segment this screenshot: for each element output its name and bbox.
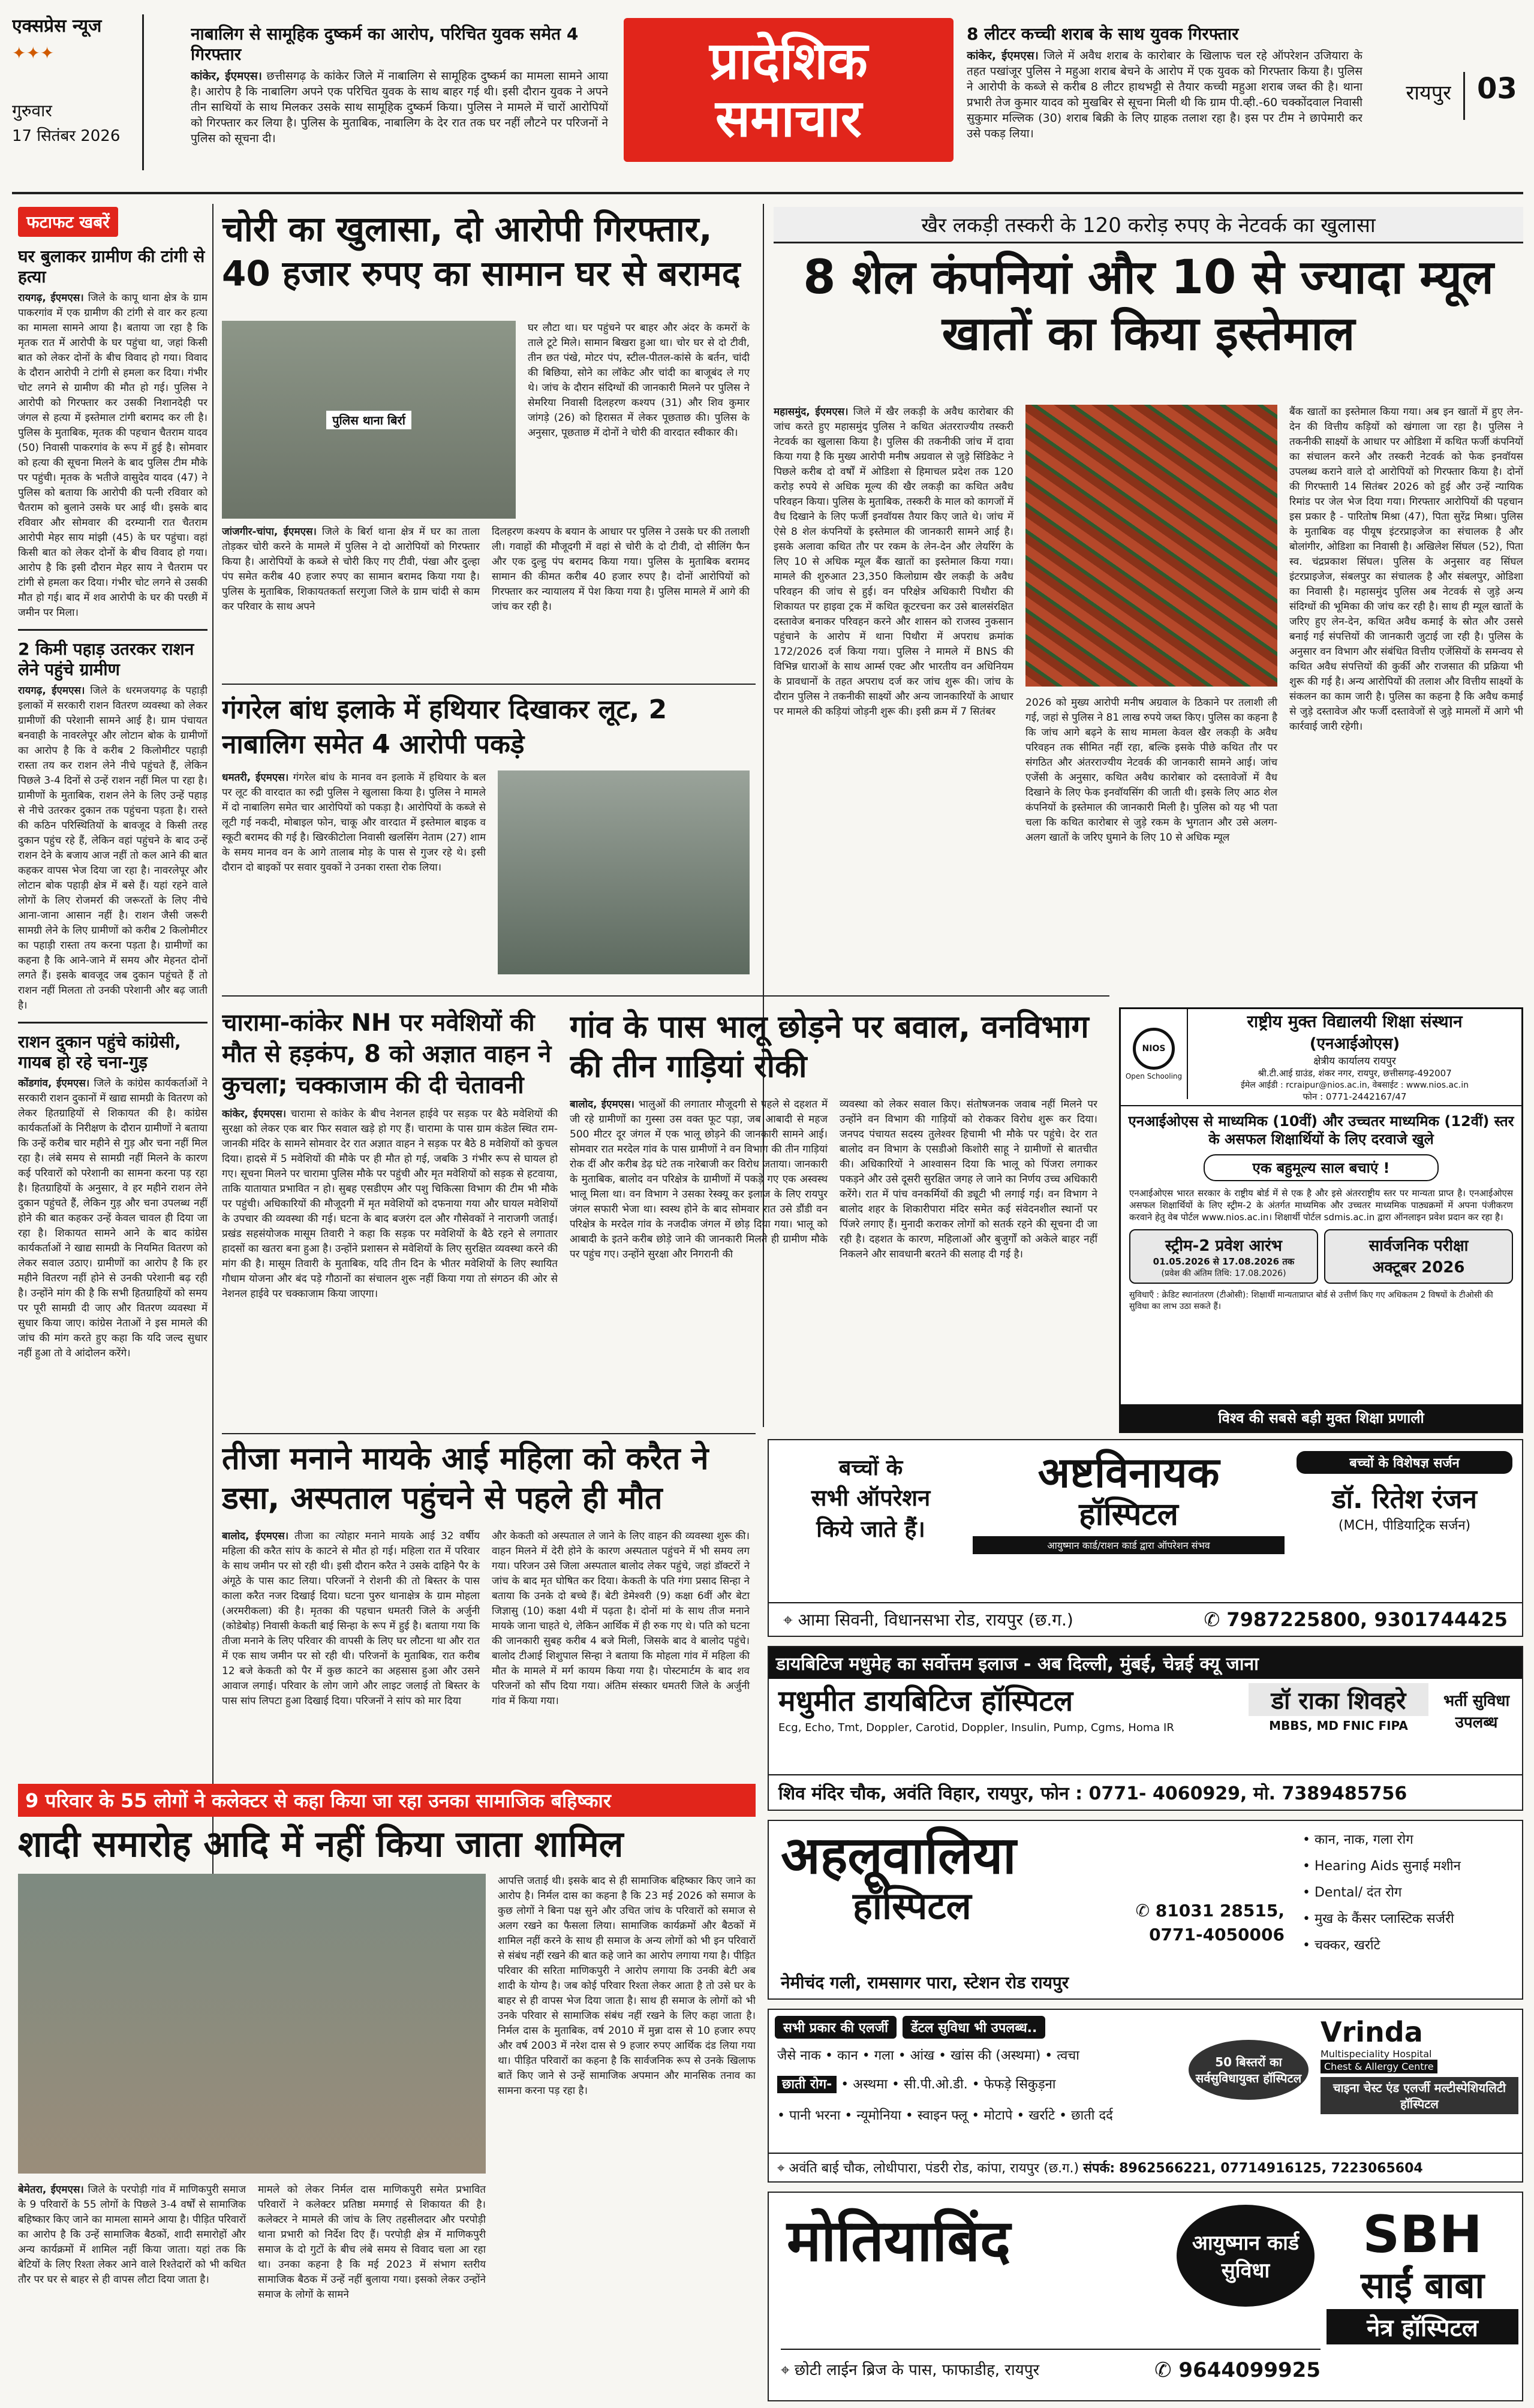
ad-saibaba <box>768 2192 1523 2401</box>
masthead-left-box <box>12 14 144 170</box>
sai-phone: 9644099925 <box>1178 2358 1321 2382</box>
section-rule <box>222 995 1109 997</box>
ahlu-sub: हॉस्पिटल <box>853 1884 971 1928</box>
vrinda-beds: 50 बिस्तरों का सर्वसुविधायुक्त हॉस्पिटल <box>1189 2040 1309 2100</box>
diab-bharti: भर्ती सुविधा उपलब्ध <box>1443 1692 1510 1732</box>
story-col: बैंक खातों का इस्तेमाल किया गया। अब इन खातों में हुए लेन-देन की वित्तीय कड़ियों को खंगाला जा रहा है। पुलिस ने तकनीकी साक्ष्यों के आधार पर ओडिशा में कथित फर्जी कंपनियों का संचालन करने और तस्करी नेटवर्क को फेक इनवॉयस उपलब्ध कराने वाले दो आरोपियों को गिरफ्तार किया है। दोनों की गिरफ्तारी 14 सितंबर 2026 को हुई और उन्हें न्यायिक रिमांड पर जेल भेज दिया गया। गिरफ्तार आरोपियों की पहचान इस प्रकार है - पारितोष मिश्रा (47), पिता सुरेंद्र मिश्रा। पुलिस के मुताबिक वह पीयूष इंटरप्राइजेज का संचालक है और बोलांगीर, ओडिशा का निवासी है। अखिलेश सिंघल (52), पिता स्व. चंद्रप्रकाश सिंघल। पुलिस के अनुसार वह सिंघल इंटरप्राइजेज, संबलपुर का संचालक है और संबलपुर, ओडिशा का निवासी है। महासमुंद पुलिस अब नेटवर्क से जुड़े अन्य संदिग्धों की भूमिका की जांच कर रही है। साथ ही म्यूल खातों के जरिए हुए लेन-देन, कथित अवैध कमाई के स्रोत और उससे बनाई गई संपत्तियों की जानकारी जुटाई जा रही है। पुलिस के अनुसार वन विभाग और संबंधित वित्तीय एजेंसियों के समन्वय से कथित अवैध संपत्तियों की कुर्की और राजसात की प्रक्रिया भी शुरू की गई है। अन्य आरोपियों की तलाश और वित्तीय साक्ष्यों के संकलन का काम जारी है। पुलिस का कहना है कि अवैध कमाई से जुड़े दस्तावेज और फर्जी दस्तावेजों से जुड़े मामलों में आगे भी कार्रवाई जारी रहेगी। <box>1289 406 1523 733</box>
phone-icon: ✆ <box>1204 1608 1220 1631</box>
nios-logo-text: NIOS <box>1133 1028 1175 1070</box>
dateline: धमतरी, ईएमएस। <box>222 772 289 784</box>
story-col: जिले के बिर्रा थाना क्षेत्र में घर का ताला तोड़कर चोरी करने के मामले में पुलिस ने दो आरोपियों को गिरफ्तार किया है। आरोपियों के कब्जे से चोरी किए गए टीवी, पंखा और दुल्हा पंप समेत करीब 40 हजार रुपए का सामान बरामद किया गया है। पुलिस के मुताबिक, शिकायतकर्ता सरगुजा जिले के ग्राम चांदी से काम कर परिवार के साथ अपने <box>222 526 480 613</box>
dateline: बेमेतरा, ईएमएस। <box>18 2184 84 2196</box>
nios-subhead: एक बहुमूल्य साल बचाएं ! <box>1204 1154 1439 1181</box>
ashta-left-2: सभी ऑपरेशन <box>811 1485 931 1511</box>
ashta-doctor: डॉ. रितेश रंजन <box>1332 1484 1477 1515</box>
story-wood <box>774 207 1523 986</box>
story-col: व्यवस्था को लेकर सवाल किए। संतोषजनक जवाब नहीं मिलने पर उन्होंने वन विभाग की गाड़ियों को रोककर विरोध शुरू कर दिया। जनपद पंचायत सदस्य तुलेश्वर हिचामी भी मौके पर पहुंचे। देर रात बालोद वन विभाग के एसडीओ किशोरी साहू ने ग्रामीणों से बातचीत की। अधिकारियों ने आश्वासन दिया कि भालू को पिंजरा लगाकर पकड़ने और उसे दूसरी सुरक्षित जगह ले जाने का निर्णय उच्च अधिकारी करेंगे। रात में पांच वनकर्मियों की ड्यूटी भी लगाई गई। वन विभाग ने बालोद शहर के शिकारीपारा मंदिर समेत कई संवेदनशील स्थानों पर पिंजरे लगाए हैं। मुनादी कराकर लोगों को सतर्क रहने की सूचना दी जा रही है। दहशत के कारण, महिलाओं और बुजुर्गों को अकेले बाहर नहीं निकलने और सावधानी बरतने की सलाह दी गई है। <box>840 1098 1097 1260</box>
vrinda-label2: छाती रोग- <box>777 2076 837 2093</box>
story-nh <box>222 1007 558 1427</box>
dateline: रायगढ़, ईएमएस। <box>18 685 85 697</box>
section-rule <box>222 1433 756 1434</box>
nios-exam-title: सार्वजनिक परीक्षा <box>1368 1237 1469 1255</box>
story-photo <box>1025 405 1277 687</box>
vrinda-line2: • अस्थमा • सी.पी.ओ.डी. • फेफड़े सिकुड़ना <box>841 2077 1056 2092</box>
story-headline: नाबालिग से सामूहिक दुष्कर्म का आरोप, परिचित युवक समेत 4 गिरफ्तार <box>191 24 579 64</box>
phone-icon: ✆ <box>1154 2358 1172 2382</box>
story-headline: चोरी का खुलासा, दो आरोपी गिरफ्तार, 40 हजार रुपए का सामान घर से बरामद <box>222 209 741 294</box>
sidebar-briefs <box>18 207 207 2015</box>
nios-address: श्री.टी.आई ग्राउंड, शंकर नगर, रायपुर, छत्तीसगढ़-492007 <box>1258 1068 1452 1079</box>
vrinda-contact-label: संपर्क: <box>1083 2161 1115 2176</box>
nios-logo-sub: Open Schooling <box>1125 1072 1183 1080</box>
nios-email: ईमेल आईडी : rcraipur@nios.ac.in, वेबसाईट : www.nios.ac.in <box>1241 1080 1469 1090</box>
section-title-2: समाचार <box>715 89 862 149</box>
ashta-left-3: किये जाते हैं। <box>816 1516 925 1542</box>
location-icon: ⌖ <box>781 2361 790 2379</box>
dateline: जांजगीर-चांपा, ईएमएस। <box>222 526 317 538</box>
story-body: जिले में अवैध शराब के कारोबार के खिलाफ चल रहे ऑपरेशन उजियारा के तहत पखांजूर पुलिस ने महुआ शराब बेचने के आरोप में एक युवक को गिरफ्तार किया है। पुलिस ने आरोपी के कब्जे से करीब 8 लीटर हाथभट्टी से तैयार कच्ची महुआ शराब जब्त की है। थाना प्रभारी तेज कुमार यादव को मुखबिर से सूचना मिली थी कि ग्राम पी.व्ही.-60 चक्कोंदवाल निवासी सुकुमार मल्लिक (30) शराब बिक्री के लिए ग्राहक तलाश रहा है। इस पर टीम ने छापेमारी कर उसे पकड़ लिया। <box>967 49 1362 140</box>
issue-day: गुरुवार <box>12 101 52 121</box>
location-icon: ⌖ <box>783 1610 793 1630</box>
dateline: कांकेर, ईएमएस। <box>191 70 262 83</box>
ad-ashtavinayak <box>768 1439 1523 1637</box>
story-col: जिले में खैर लकड़ी के अवैध कारोबार की जांच करते हुए महासमुंद पुलिस ने कथित अंतरराज्यीय तस्करी नेटवर्क का खुलासा किया है। पुलिस की तकनीकी जांच में दावा किया गया है कि मुख्य आरोपी मनीष अग्रवाल से जुड़े सिंडिकेट ने पिछले करीब दो वर्षों में ओडिशा से हिमाचल प्रदेश तक 120 करोड़ रुपये से अधिक मूल्य की खैर लकड़ी का कथित अवैध परिवहन किया। पुलिस के मुताबिक, तस्करी के माल को कागजों में वैध दिखाने के लिए फर्जी इनवॉयस तैयार किए जाते थे। जांच में ऐसे 8 शेल कंपनियों के इस्तेमाल की जानकारी सामने आई है। इसके अलावा कथित तौर पर रकम के लेन-देन और लेयरिंग के लिए 10 से अधिक म्यूल बैंक खातों का इस्तेमाल किया गया। मामले की शुरुआत 23,350 किलोग्राम खैर लकड़ी के अवैध परिवहन की जांच से हुई। वन परिक्षेत्र अधिकारी पिथौरा की शिकायत पर हाइवा ट्रक में कथित कूटरचना कर उसे बालसंरक्षित दस्तावेज बनाकर परिवहन करने और शासन को राजस्व नुकसान पहुंचाने के आरोप में थाना पिथौरा में अपराध क्रमांक 172/2026 दर्ज किया गया। पुलिस ने मामले में BNS की विभिन्न धाराओं के साथ आर्म्स एक्ट और भारतीय वन अधिनियम के प्रावधानों के तहत अपराध दर्ज कर जांच शुरू की। जांच के दौरान पुलिस ने तकनीकी साक्ष्यों और अन्य जानकारियों के आधार पर मामले की कड़ियां जोड़नी शुरू की। इसी क्रम में 7 सितंबर <box>774 406 1013 718</box>
story-photo <box>498 770 750 974</box>
story-headline: तीजा मनाने मायके आई महिला को करैत ने डसा, अस्पताल पहुंचने से पहले ही मौत <box>222 1441 709 1516</box>
vrinda-name-sub2: Chest & Allergy Centre <box>1321 2060 1437 2073</box>
sai-right-name: साईं बाबा <box>1360 2265 1485 2307</box>
story-social <box>18 1784 756 2401</box>
story-body: चारामा से कांकेर के बीच नेशनल हाईवे पर सड़क पर बैठे मवेशियों की सुरक्षा को लेकर एक बार फिर सवाल खड़े हो गए हैं। चारामा के पास ग्राम कंडेल स्थित राम-जानकी मंदिर के सामने सोमवार देर रात अज्ञात वाहन ने सड़क पर बैठे 8 मवेशियों को कुचल दिया। हादसे में 5 मवेशियों की मौके पर ही मौत हो गई, जबकि 3 गंभीर रूप से घायल हो गए। सूचना मिलने पर चारामा पुलिस मौके पर पहुंची और मृत मवेशियों को सड़क से हटवाया, ताकि यातायात प्रभावित न हो। सुबह एसडीएम और पशु चिकित्सा विभाग की टीम भी मौके पर पहुंची। अधिकारियों की मौजूदगी में मृत मवेशियों को दफनाया गया और घायल मवेशियों के उपचार की व्यवस्था की गई। घटना के बाद बजरंग दल और गौसेवकों ने नाराजगी जताई। प्रखंड सहसंयोजक मासूम तिवारी ने कहा कि सड़क पर मवेशियों के बैठे रहने से लगातार हादसों का खतरा बना हुआ है। उन्होंने प्रशासन से मवेशियों के लिए सुरक्षित व्यवस्था करने की मांग की है। मासूम तिवारी के मुताबिक, यदि तीन दिन के भीतर मवेशियों के लिए स्थायित गौधाम योजना और बंद पड़े गौठानों का संचालन शुरू नहीं किया गया तो संगठन की ओर से नेशनल हाईवे पर चक्काजाम किया जाएगा। <box>222 1108 558 1300</box>
story-headline: 8 लीटर कच्ची शराब के साथ युवक गिरफ्तार <box>967 24 1239 44</box>
story-col: 2026 को मुख्य आरोपी मनीष अग्रवाल के ठिकाने पर तलाशी ली गई, जहां से पुलिस ने 81 लाख रुपये जब्त किए। पुलिस का कहना है कि जांच आगे बढ़ने के साथ मामला केवल खैर लकड़ी के अवैध परिवहन तक सीमित नहीं रहा, बल्कि इसके पीछे कथित तौर पर संगठित और अंतरराज्यीय नेटवर्क की जानकारी सामने आई। जांच एजेंसी के अनुसार, कथित अवैध कारोबार को दस्तावेजों में वैध दिखाने के लिए फेक इनवॉयसिंग की जाती थी। इसके लिए आठ शेल कंपनियों के इस्तेमाल की जानकारी मिली है। पुलिस को यह भी पता चला कि कथित कारोबार से जुड़े रकम के भुगतान और उसे अलग-अलग खातों के जरिए घुमाने के लिए 10 से अधिक म्यूल <box>1025 697 1277 844</box>
dateline: बालोद, ईएमएस। <box>222 1530 289 1542</box>
ashta-name: अष्टविनायक <box>1037 1448 1220 1497</box>
nios-org: राष्ट्रीय मुक्त विद्यालयी शिक्षा संस्थान <box>1247 1012 1463 1031</box>
brief-divider <box>18 629 207 631</box>
ashta-left-1: बच्चों के <box>838 1456 903 1480</box>
story-headline: शादी समारोह आदि में नहीं किया जाता शामिल <box>18 1823 624 1865</box>
nios-phone: फोन : 0771-2442167/47 <box>1303 1091 1407 1102</box>
diab-tests: Ecg, Echo, Tmt, Doppler, Carotid, Doppler, Insulin, Pump, Cgms, Homa IR <box>778 1721 1174 1734</box>
vrinda-line3: • पानी भरना • न्यूमोनिया • स्वाइन फ्लू • मोटापे • खर्राटे • छाती दर्द <box>777 2108 1113 2123</box>
brief-divider <box>18 1022 207 1024</box>
story-gang <box>222 693 756 992</box>
story-headline: गांव के पास भालू छोड़ने पर बवाल, वनविभाग की तीन गाड़ियां रोकी <box>570 1009 1089 1085</box>
story-bear <box>570 1007 1097 1427</box>
masthead-rule <box>12 192 1523 194</box>
story-body: छत्तीसगढ़ के कांकेर जिले में नाबालिग से सामूहिक दुष्कर्म का मामला सामने आया है। आरोप है कि नाबालिग अपने एक परिचित युवक के साथ बाहर गई थी। इसी दौरान युवक ने अपने तीन साथियों के साथ मिलकर उसके साथ सामूहिक दुष्कर्म किया। पुलिस ने मामले में चारों आरोपियों को गिरफ्तार कर लिया है। पुलिस के मुताबिक, नाबालिग के देर रात तक घर नहीं लौटने पर परिजनों ने पुलिस को सूचना दी। <box>191 70 608 145</box>
ahlu-service: चक्कर, खर्राटे <box>1314 1938 1380 1953</box>
section-title-1: प्रादेशिक <box>709 31 868 91</box>
ahlu-service: कान, नाक, गला रोग <box>1314 1832 1413 1847</box>
ahlu-service: मुख के कैंसर प्लास्टिक सर्जरी <box>1314 1912 1454 1927</box>
diab-doctor: डॉ राका शिवहरे <box>1249 1683 1428 1716</box>
story-col: और केकती को अस्पताल ले जाने के लिए वाहन की व्यवस्था शुरू की। वाहन मिलने में देरी होने के कारण अस्पताल पहुंचने में भी समय लग गया। परिजन उसे जिला अस्पताल बालोद लेकर पहुंचे, जहां डॉक्टरों ने जांच के बाद मृत घोषित कर दिया। केकती के पति गंगा प्रसाद सिन्हा ने बताया कि उनके दो बच्चे हैं। बेटी डेमेश्वरी (9) कक्षा 6वीं और बेटा जिज्ञासु (10) कक्षा 4थी में पढ़ता है। दोनों मां के साथ तीज मनाने मायके जाना चाहते थे, लेकिन आर्थिक में ही रुक गए थे। पति को घटना की जानकारी सुबह करीब 4 बजे मिली, जिसके बाद वे बालोद पहुंचे। बालोद टीआई शिशुपाल सिन्हा ने बताया कि मोहला गांव में महिला की मौत के मामले में मर्ग कायम किया गया है। पोस्टमार्टम के बाद शव परिजनों को सौंप दिया गया। अंतिम संस्कार धमतरी जिले के अर्जुनी गांव में किया गया। <box>492 1530 750 1707</box>
dateline: बालोद, ईएमएस। <box>570 1098 634 1110</box>
sidebar-banner: फटाफट खबरें <box>18 207 118 237</box>
story-col: मामले को लेकर निर्मल दास माणिकपुरी समेत प्रभावित परिवारों ने कलेक्टर प्रतिष्ठा ममगाई से शिकायत की है। कलेक्टर ने मामले की जांच के लिए तहसीलदार और परपोड़ी थाना प्रभारी को निर्देश दिए हैं। परपोड़ी क्षेत्र में माणिकपुरी समाज के दो गुटों के बीच लंबे समय से विवाद चला आ रहा था। उनका कहना है कि मई 2023 में संभाग स्तरीय सामाजिक बैठक में उन्हें नहीं बुलाया गया। इसको लेकर उन्होंने समाज के लोगों के सामने <box>258 2184 486 2301</box>
vrinda-contact: 8962566221, 07714916125, 7223065604 <box>1119 2161 1423 2176</box>
ahlu-phone2: 0771-4050006 <box>1149 1925 1285 1945</box>
phone-icon: ✆ <box>1135 1901 1150 1921</box>
story-photo <box>18 1874 486 2174</box>
dateline: कांकेर, ईएमएस। <box>222 1108 287 1120</box>
story-photo <box>222 321 516 519</box>
sai-badge: आयुष्मान कार्ड सुविधा <box>1177 2205 1315 2307</box>
story-kicker: 9 परिवार के 55 लोगों ने कलेक्टर से कहा किया जा रहा उनका सामाजिक बहिष्कार <box>18 1784 756 1817</box>
masthead-left-story <box>191 24 608 180</box>
photo-sign-text: पुलिस थाना बिर्रा <box>326 411 411 429</box>
dateline: रायगढ़, ईएमएस। <box>18 292 84 304</box>
brief-headline: घर बुलाकर ग्रामीण की टांगी से हत्या <box>18 246 205 287</box>
nios-headline: एनआईओएस से माध्यमिक (10वीं) और उच्चतर माध्यमिक (12वीं) स्तर के असफल शिक्षार्थियों के लिए दरवाजे खुले <box>1128 1113 1514 1148</box>
ashta-doctor-deg: (MCH, पीडियाट्रिक सर्जन) <box>1338 1518 1471 1533</box>
sai-logo: SBH <box>1362 2205 1482 2265</box>
vrinda-address: अवंति बाई चौक, लोधीपारा, पंडरी रोड, कांपा, रायपुर (छ.ग.) <box>789 2161 1079 2176</box>
story-col: जिले के परपोड़ी गांव में माणिकपुरी समाज के 9 परिवारों के 55 लोगों के पिछले 3-4 वर्षों से सामाजिक बहिष्कार किए जाने का मामला सामने आया है। पीड़ित परिवारों का आरोप है कि उन्हें सामाजिक बैठकों, शादी समारोहों और अन्य कार्यक्रमों में शामिल नहीं किया जाता। यहां तक कि बेटियों के लिए रिश्ता लेकर आने वाले रिश्तेदारों को भी कथित तौर पर घर से बाहर से ही वापस लौटा दिया जाता है। <box>18 2184 246 2286</box>
nios-office: क्षेत्रीय कार्यालय रायपुर <box>1313 1055 1396 1067</box>
nios-tagline: विश्व की सबसे बड़ी मुक्त शिक्षा प्रणाली <box>1121 1404 1521 1431</box>
nios-exam-date: अक्टूबर 2026 <box>1372 1259 1465 1277</box>
diab-deg: MBBS, MD FNIC FIPA <box>1269 1718 1408 1733</box>
ashta-right-tag: बच्चों के विशेषज्ञ सर्जन <box>1297 1451 1512 1474</box>
city-name: रायपुर <box>1406 81 1451 105</box>
sai-address: छोटी लाईन ब्रिज के पास, फाफाडीह, रायपुर <box>794 2361 1040 2379</box>
section-rule <box>222 684 756 685</box>
story-headline: गंगरेल बांध इलाके में हथियार दिखाकर लूट, 2 नाबालिग समेत 4 आरोपी पकड़े <box>222 694 667 760</box>
section-banner <box>624 18 954 162</box>
ashta-sub: हॉस्पिटल <box>1079 1497 1178 1533</box>
vrinda-name: Vrinda <box>1321 2016 1423 2048</box>
story-col: भालुओं की लगातार मौजूदगी से पहले से दहशत में जी रहे ग्रामीणों का गुस्सा उस वक्त फूट पड़ा, जब आबादी से महज 500 मीटर दूर जंगल में एक भालू छोड़ने की जानकारी सामने आई। सोमवार रात मरदेल गांव के पास ग्रामीणों ने वन विभाग की तीन गाड़ियां रोक दीं और करीब डेढ़ घंटे तक नारेबाजी कर विरोध जताया। जानकारी के मुताबिक, बालोद वन परिक्षेत्र के ग्रामीणों में पकड़े गए एक अस्वस्थ भालू मिला था। वन विभाग ने उसका रेस्क्यू कर इलाज के लिए रायपुर जंगल सफारी भेजा था। स्वस्थ होने के बाद सोमवार रात उसे डौंडी वन परिक्षेत्र के मरदेल गांव के नजदीक जंगल में छोड़ दिया गया। भालू को आबादी के इतने करीब छोड़े जाने की जानकारी मिलते ही ग्रामीण मौके पर पहुंच गए। उन्होंने सुरक्षा और निगरानी की <box>570 1098 828 1260</box>
vrinda-line1: जैसे नाक • कान • गला • आंख • खांस की (अस्थमा) • त्वचा <box>777 2048 1079 2063</box>
diab-top: डायबिटिज मधुमेह का सर्वोत्तम इलाज - अब दिल्ली, मुंबई, चेन्नई क्यू जाना <box>769 1647 1522 1679</box>
brief-headline: 2 किमी पहाड़ उतरकर राशन लेने पहुंचे ग्रामीण <box>18 639 194 679</box>
ahlu-service: Hearing Aids सुनाई मशीन <box>1314 1859 1461 1874</box>
sidebar-rule <box>212 204 213 2015</box>
brand-name: एक्सप्रेस न्यूज <box>12 16 102 37</box>
diab-name: मधुमीत डायबिटिज हॉस्पिटल <box>778 1684 1073 1718</box>
nios-facility: सुविधाएँ : क्रेडिट स्थानांतरण (टीओसी): शिक्षार्थी मान्यताप्राप्त बोर्ड से उत्तीर्ण किए गए अधिकतम 2 विषयों के टीओसी की सुविधा का लाभ उठा सकते हैं। <box>1129 1290 1493 1311</box>
vrinda-tag2: डेंटल सुविधा भी उपलब्ध.. <box>903 2016 1046 2039</box>
brief-body: जिले के धरमजयगढ़ के पहाड़ी इलाकों में सरकारी राशन वितरण व्यवस्था को लेकर ग्रामीणों की परेशानी सामने आई है। ग्राम पंचायत बनवाही के नावरलेपूर और लोटान बोक के ग्रामीणों का आरोप है कि वे करीब 2 किलोमीटर पहाड़ी रास्ता तय कर राशन लेने नीचे पहुंचते हैं, लेकिन पिछले 3-4 दिनों से उन्हें राशन नहीं मिल पा रहा है। ग्रामीणों के मुताबिक, राशन लेने के लिए उन्हें पहाड़ से नीचे उतरकर दुकान तक पहुंचना पड़ता है। रास्ते की कठिन परिस्थितियों के बावजूद वे किसी तरह दुकान पहुंच रहे हैं, लेकिन वहां पहुंचने के बाद उन्हें राशन देने के बजाय आज नहीं तो कल आने की बात कहकर वापस भेज दिया जा रहा है। नावरलेपूर और लोटान बोक पहाड़ी क्षेत्र में बसे हैं। यहां रहने वाले लोगों के लिए रोजमर्रा की जरूरतों के लिए नीचे आना-जाना आसान नहीं है। राशन जैसी जरूरी सामग्री लेने के लिए ग्रामीणों को करीब 2 किलोमीटर का पहाड़ी रास्ता तय करना पड़ता है। ग्रामीणों का कहना है कि आने-जाने में समय और मेहनत दोनों लगते हैं। इसके बावजूद जब दुकान पहुंचते हैं तो राशन नहीं मिलता तो उनकी परेशानी और बढ़ जाती है। <box>18 685 207 1012</box>
nios-org-en: (एनआईओएस) <box>1309 1035 1400 1053</box>
story-teej <box>222 1439 756 1775</box>
brief-headline: राशन दुकान पहुंचे कांग्रेसी, गायब हो रहे चना-गुड़ <box>18 1032 181 1072</box>
ashta-band: आयुष्मान कार्ड/राशन कार्ड द्वारा ऑपरेशन संभव <box>973 1536 1285 1554</box>
story-col: तीजा का त्योहार मनाने मायके आई 32 वर्षीय महिला की करैत सांप के काटने से मौत हो गई। महिला रात में परिवार के साथ जमीन पर सो रही थी। इसी दौरान करैत ने उसके दाहिने पैर के अंगूठे के पास काट लिया। परिजनों ने रोशनी की तो बिस्तर के पास काला करैत नजर दिखाई दिया। घटना पुरुर थानाक्षेत्र के ग्राम मोहला (अरमरीकला) की है। मृतका की पहचान धमतरी जिले के अर्जुनी (कोडेबोड़) निवासी केकती बाई सिन्हा के रूप में हुई है। बताया गया कि तीजा मनाने के लिए परिवार की वापसी के लिए घर लौटना था और रात में एक साथ जमीन पर सो रही थी। परिजनों के मुताबिक, रात करीब 12 बजे केकती को पैर में कुछ काटने का अहसास हुआ और उसने आवाज लगाई। परिवार के लोग जागे और लाइट जलाई तो बिस्तर के पास सांप लिपटा हुआ दिखाई दिया। परिजनों ने सांप को मार दिया <box>222 1530 480 1707</box>
ahlu-name: अहलूवालिया <box>781 1826 1016 1886</box>
location-icon: ⌖ <box>777 2161 785 2176</box>
story-col: आपत्ति जताई थी। इसके बाद से ही सामाजिक बहिष्कार किए जाने का आरोप है। निर्मल दास का कहना है कि 23 मई 2026 को समाज के कुछ लोगों ने बिना पक्ष सुने और उचित जांच के परिवारों को समाज से अलग रखने का फैसला लिया। सामाजिक कार्यक्रमों और बैठकों में शामिल नहीं करने के साथ ही समाज के अन्य लोगों को भी इन परिवारों से संबंध नहीं रखने की बात कहे जाने का आरोप लगाया गया है। पीड़ित परिवार की सरिता माणिकपुरी ने आरोप लगाया कि उनकी बेटी अब शादी के योग्य है। जब कोई परिवार रिश्ता लेकर आता है तो उसे घर के बाहर से ही वापस भेज दिया जाता है। साथ ही समाज के लोगों को भी उनके परिवार से सामाजिक संबंध नहीं रखने के लिए कहा जाता है। निर्मल दास के मुताबिक, वर्ष 2010 में मुन्ना दास से 10 हजार रुपए और वर्ष 2003 में नरेश दास से 9 हजार रुपए आर्थिक दंड लिया गया था। पीड़ित परिवारों का कहना है कि सार्वजनिक रूप से उनके खिलाफ बातें किए जाने से उन्हें सामाजिक अपमान और मानसिक तनाव का सामना करना पड़ रहा है। <box>498 1875 756 2097</box>
dateline: कोंडगांव, ईएमएस। <box>18 1077 90 1089</box>
story-col: घर लौटा था। घर पहुंचने पर बाहर और अंदर के कमरों के ताले टूटे मिले। सामान बिखरा हुआ था। चोर घर से दो टीवी, तीन छत पंखे, मोटर पंप, स्टील-पीतल-कांसे के बर्तन, चांदी की बिछिया, सोने का लॉकेट और चांदी का बाजूबंद ले गए थे। जांच के दौरान संदिग्धों की जानकारी मिलने पर पुलिस ने सेमरिया निवासी दिलहरण कश्यप (31) और शिव कुमार जांगड़े (26) को हिरासत में लेकर पूछताछ की। पुलिस के अनुसार, पूछताछ में दोनों ने चोरी की वारदात स्वीकार की। <box>528 322 750 439</box>
brief-body: जिले के कांग्रेस कार्यकर्ताओं ने सरकारी राशन दुकानों में खाद्य सामग्री के वितरण को लेकर हितग्राहियों से शिकायत की है। कांग्रेस कार्यकर्ताओं के निरीक्षण के दौरान ग्रामीणों ने बताया कि उन्हें करीब चार महीने से गुड़ और चना नहीं मिल रहा है। लंबे समय से सामग्री नहीं मिलने के कारण कई परिवारों को परेशानी का सामना करना पड़ रहा है। हितग्राहियों के अनुसार, वे हर महीने राशन लेने दुकान पहुंचते हैं, लेकिन गुड़ और चना उपलब्ध नहीं होने की बात कहकर उन्हें केवल चावल ही दिया जा रहा है। शिकायत सामने आने के बाद कांग्रेस कार्यकर्ताओं ने खाद्य सामग्री के नियमित वितरण को लेकर सवाल उठाए। ग्रामीणों का आरोप है कि हर महीने वितरण नहीं होने से उनकी परेशानी बढ़ रही है। उन्होंने मांग की है कि सभी हितग्राहियों को समय पर पूरी सामग्री दी जाए और वितरण व्यवस्था में सुधार किया जाए। कांग्रेस नेताओं ने इस मामले की जांच की मांग करते हुए कहा कि यदि जल्द सुधार नहीं हुआ तो वे आंदोलन करेंगे। <box>18 1077 207 1359</box>
nios-stream-dates: 01.05.2026 से 17.08.2026 तक <box>1153 1256 1295 1267</box>
brand-mark-icon: ✦✦✦ <box>12 43 55 63</box>
sai-name: मोतियाबिंद <box>787 2207 1011 2274</box>
story-col: दिलहरण कश्यप के बयान के आधार पर पुलिस ने उसके घर की तलाशी ली। गवाहों की मौजूदगी में वहां से चोरी के दो टीवी, दो सीलिंग फैन और एक दुल्हु पंप बरामद किया गया। पुलिस के मुताबिक बरामद सामान की कीमत करीब 40 हजार रुपए है। दोनों आरोपियों को गिरफ्तार कर न्यायालय में पेश किया गया है। पुलिस मामले में आगे की जांच कर रही है। <box>492 526 750 613</box>
nios-text: एनआईओएस भारत सरकार के राष्ट्रीय बोर्ड में से एक है और इसे अंतरराष्ट्रीय स्तर पर मान्यता प्राप्त है। एनआईओएस असफल शिक्षार्थियों के लिए स्ट्रीम-2 के अंतर्गत माध्यमिक और उच्चतर माध्यमिक पाठ्यक्रमों में अपना पंजीकरण करवाने हेतु वेब पोर्टल www.nios.ac.in। शिक्षार्थी पोर्टल sdmis.ac.in द्वारा ऑनलाइन प्रवेश प्रदान कर रहा है। <box>1129 1188 1513 1223</box>
nios-stream-late: (प्रवेश की अंतिम तिथि: 17.08.2026) <box>1161 1269 1286 1278</box>
ahlu-phone1: 81031 28515, <box>1155 1901 1285 1921</box>
story-headline: 8 शेल कंपनियां और 10 से ज्यादा म्यूल खातों का किया इस्तेमाल <box>803 251 1494 361</box>
story-body: गंगरेल बांध के मानव वन इलाके में हथियार के बल पर लूट की वारदात का रुद्री पुलिस ने खुलासा किया है। पुलिस ने मामले में दो नाबालिग समेत चार आरोपियों को पकड़ा है। आरोपियों के कब्जे से लूटी गई नकदी, मोबाइल फोन, चाकू और वारदात में इस्तेमाल बाइक व स्कूटी बरामद की गई है। खिरकीटोला निवासी खलसिंग नेताम (27) शाम के समय मानव वन के आगे तालाब मोड़ के पास से गुजर रहे थे। इसी दौरान दो बाइकों पर सवार युवकों ने उनका रास्ता रोक लिया। <box>222 772 486 874</box>
issue-date: 17 सितंबर 2026 <box>12 127 121 145</box>
ad-diabetic <box>768 1646 1523 1811</box>
ad-nios <box>1119 1007 1523 1433</box>
nios-logo <box>1121 1009 1188 1099</box>
ahlu-address: नेमीचंद गली, रामसागर पारा, स्टेशन रोड रायपुर <box>781 1973 1069 1992</box>
story-headline: चारामा-कांकेर NH पर मवेशियों की मौत से हड़कंप, 8 को अज्ञात वाहन ने कुचला; चक्काजाम की दी चेतावनी <box>222 1009 552 1099</box>
ashta-address: आमा सिवनी, विधानसभा रोड, रायपुर (छ.ग.) <box>798 1610 1073 1630</box>
masthead-right-story <box>967 24 1362 180</box>
story-kicker: खैर लकड़ी तस्करी के 120 करोड़ रुपए के नेटवर्क का खुलासा <box>774 207 1523 243</box>
page-number: 03 <box>1463 72 1523 120</box>
diab-address: शिव मंदिर चौक, अवंति विहार, रायपुर, फोन : 0771- 4060929, मो. 7389485756 <box>769 1774 1522 1810</box>
ad-ahluwalia: अहलूवालिया हॉस्पिटल ✆ 81031 28515, 0771-4050006 • कान, नाक, गला रोग • Hearing Aids सुनाई मशीन • Dental/ दंत रोग • मुख के कैंसर प्लास्टिक सर्जरी • चक्कर, खर्राटे नेमीचंद गली, रामसागर पारा, स्टेशन रोड रायपुर <box>768 1820 1523 2000</box>
dateline: महासमुंद, ईएमएस। <box>774 406 849 418</box>
nios-stream-box <box>1129 1229 1318 1284</box>
ahlu-service: Dental/ दंत रोग <box>1314 1885 1402 1900</box>
masthead <box>0 0 1534 192</box>
vrinda-tag1: सभी प्रकार की एलर्जी <box>775 2016 897 2039</box>
ashta-phone: 7987225800, 9301744425 <box>1226 1608 1508 1631</box>
brief-body: जिले के कापू थाना क्षेत्र के ग्राम पाकरगांव में एक ग्रामीण की टांगी से वार कर हत्या का मामला सामने आया है। बताया जा रहा है कि मृतक रात में आरोपी के घर पहुंचा था, जहां किसी बात को लेकर दोनों के बीच विवाद हो गया। विवाद के दौरान आरोपी ने टांगी से हमला कर दिया। गंभीर चोट लगने से ग्रामीण की मौत हो गई। पुलिस ने आरोपी को गिरफ्तार कर उसकी निशानदेही पर जंगल से हत्या में इस्तेमाल टांगी बरामद कर ली है। पुलिस के मुताबिक, मृतक की पहचान चैतराम यादव (50) निवासी पाकरगांव के रूप में हुई है। सोमवार को हत्या की सूचना मिलने के बाद पुलिस टीम मौके पर पहुंची। मृतक के भतीजे वासुदेव यादव (47) ने पुलिस को बताया कि आरोपी की पत्नी रविवार को चैतराम को बुलाने उसके घर आई थी। इसके बाद रविवार और सोमवार की दरम्यानी रात चैतराम आरोपी मेहर साय मांझी (45) के घर पहुंचा। वहां किसी बात को लेकर दोनों के बीच विवाद हो गया। आरोप है कि इसी दौरान मेहर साय ने चैतराम पर टांगी से हमला कर दिया। गंभीर चोट लगने से उसकी मौत हो गई। बाद में शव आरोपी के घर की परछी में जमीन पर मिला। <box>18 292 207 619</box>
vrinda-chest: चाइना चेस्ट एंड एलर्जी मल्टीस्पेशियलिटी हॉस्पिटल <box>1321 2077 1518 2114</box>
nios-stream: स्ट्रीम-2 प्रवेश आरंभ <box>1165 1237 1282 1255</box>
ad-vrinda <box>768 2009 1523 2183</box>
dateline: कांकेर, ईएमएस। <box>967 49 1039 62</box>
sai-right-sub: नेत्र हॉस्पिटल <box>1327 2309 1518 2344</box>
vrinda-name-sub: Multispeciality Hospital <box>1321 2048 1432 2060</box>
nios-exam-box <box>1324 1229 1513 1284</box>
